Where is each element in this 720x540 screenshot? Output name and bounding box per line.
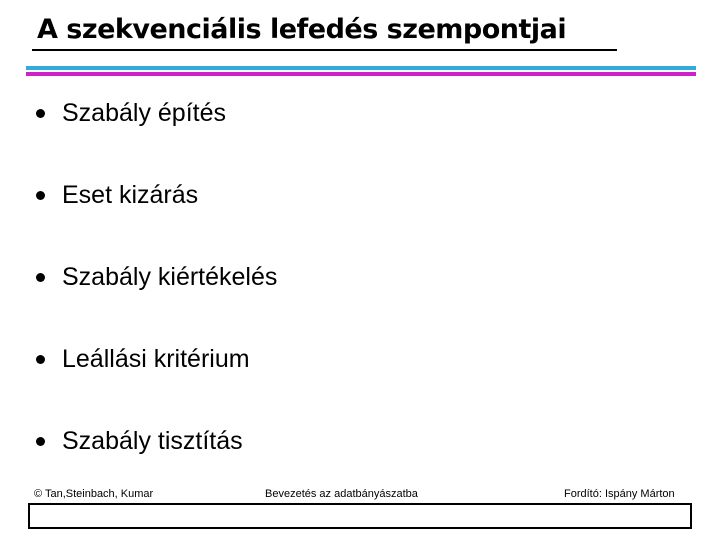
accent-rule-blue — [26, 66, 696, 70]
bullet-icon — [36, 273, 45, 282]
list-item — [36, 421, 277, 462]
bullet-icon — [36, 437, 45, 446]
bullet-label: Szabály építés — [62, 99, 226, 127]
bullet-label: Eset kizárás — [62, 181, 199, 209]
bullet-label: Leállási kritérium — [62, 345, 250, 373]
bullet-icon — [36, 109, 45, 118]
list-item — [36, 175, 277, 216]
bullet-label: Szabály kiértékelés — [62, 263, 278, 291]
list-item — [36, 93, 277, 134]
list-item — [36, 339, 277, 380]
list-item — [36, 257, 277, 298]
slide-title: A szekvenciális lefedés szempontjai — [37, 14, 567, 45]
footer-course-title: Bevezetés az adatbányászatba — [265, 488, 418, 500]
footer-copyright: © Tan,Steinbach, Kumar — [34, 488, 154, 500]
bullet-label: Szabály tisztítás — [62, 427, 243, 455]
bullet-list — [36, 93, 277, 503]
footer-translator: Fordító: Ispány Márton — [564, 488, 675, 500]
footer-frame — [28, 503, 692, 529]
title-underline — [32, 49, 617, 51]
bullet-icon — [36, 355, 45, 364]
bullet-icon — [36, 191, 45, 200]
accent-rule-magenta — [26, 72, 696, 76]
